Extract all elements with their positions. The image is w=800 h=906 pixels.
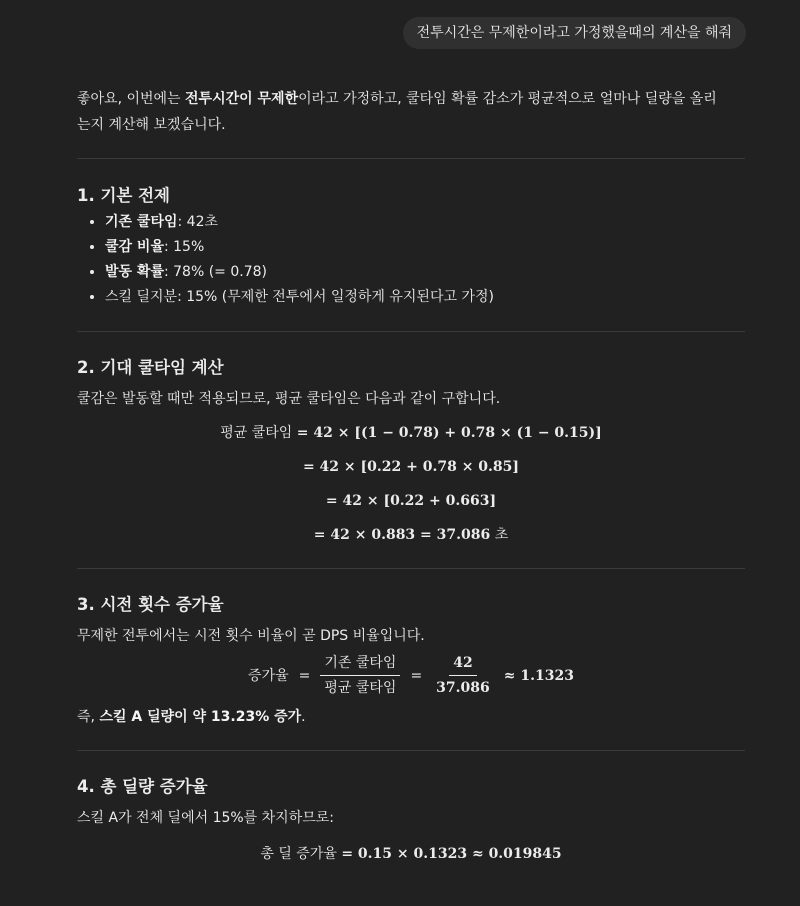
divider (77, 158, 745, 159)
section-3 (77, 593, 745, 730)
list-item: • 쿨감 비율: 15% (105, 235, 745, 260)
intro-text-cont: 이라고 가정하고, 쿨타임 확률 감소가 평균적으로 얼마나 딜량을 올리 (298, 91, 717, 107)
section-title: 2. 기대 쿨타임 계산 (77, 358, 224, 377)
equation-line: = 42 × [0.22 + 0.663] (325, 493, 497, 509)
section-desc: 쿨감은 발동할 때만 적용되므로, 평균 쿨타임은 다음과 같이 구합니다. (77, 391, 501, 407)
fraction-cooldown: $\frac{\text{기존 쿨타임}}{\text{평균 쿨타임}}$ (320, 653, 400, 698)
divider (77, 750, 745, 751)
equation-line: 평균 쿨타임 = 42 × [(1 − 0.78) + 0.78 × (1 − 0.15)] (220, 425, 602, 441)
fraction-values: $\frac{42}{37.086}$ (436, 655, 490, 696)
section-1 (77, 184, 745, 310)
equation-line: 총 딜 증가율 = 0.15 × 0.1323 ≈ 0.019845 (260, 846, 562, 862)
section-title: 4. 총 딜량 증가율 (77, 777, 208, 796)
section-2 (77, 356, 745, 552)
section-desc: 무제한 전투에서는 시전 횟수 비율이 곧 DPS 비율입니다. (77, 628, 425, 644)
section-desc: 스킬 A가 전체 딜에서 15%를 차지하므로: (77, 810, 334, 826)
list-item: • 발동 확률: 78% (= 0.78) (105, 260, 745, 285)
list-item: • 스킬 딜지분: 15% (무제한 전투에서 일정하게 유지된다고 가정) (105, 285, 745, 310)
equation-line: = 42 × 0.883 = 37.086 초 (313, 527, 509, 543)
intro-paragraph (77, 86, 745, 138)
equation-line: = 42 × [0.22 + 0.78 × 0.85] (302, 459, 520, 475)
list-item: • 기존 쿨타임: 42초 (105, 210, 745, 235)
ratio-equation: 증가율 = $\frac{\text{기존 쿨타임}}{\text{평균 쿨타임}}$ = $\frac{42}{37.086}$ ≈ 1.1323 (248, 655, 574, 696)
conclusion: 즉, 스킬 A 딜량이 약 13.23% 증가. (77, 709, 306, 725)
assistant-response (77, 86, 745, 871)
intro-text: 좋아요, 이번에는 (77, 91, 186, 107)
section-title: 3. 시전 횟수 증가율 (77, 595, 224, 614)
section-title: 1. 기본 전제 (77, 186, 170, 205)
premise-list (77, 210, 745, 310)
user-message-text: 전투시간은 무제한이라고 가정했을때의 계산을 해줘 (416, 25, 732, 41)
section-4 (77, 775, 745, 871)
divider (77, 331, 745, 332)
user-message-bubble (403, 17, 746, 49)
intro-bold: 전투시간이 무제한 (185, 91, 299, 107)
divider (77, 568, 745, 569)
intro-text-line2: 는지 계산해 보겠습니다. (77, 117, 226, 133)
equation-block (77, 416, 745, 552)
